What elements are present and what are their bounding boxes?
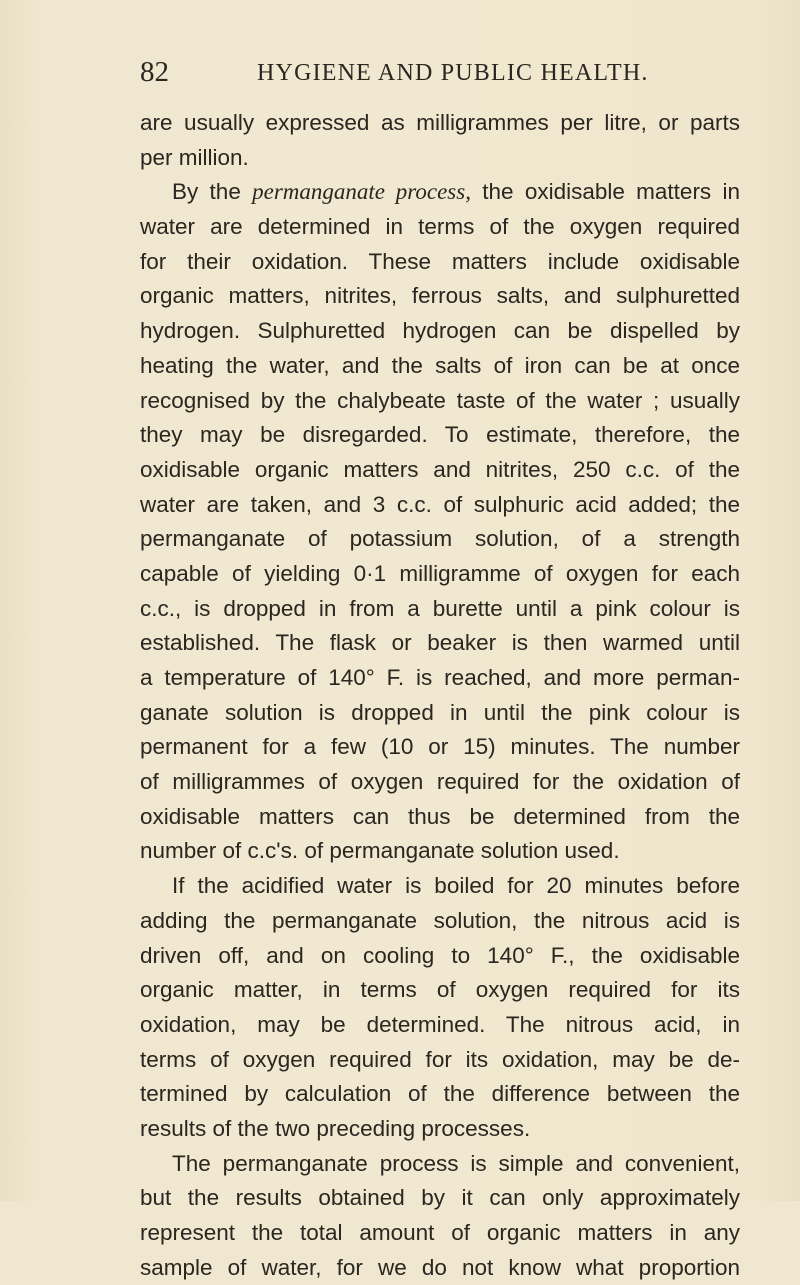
text-line: hydrogen. Sulphuretted hydrogen can be dispelled by — [140, 318, 740, 344]
text-line: results of the two preceding processes. — [140, 1115, 531, 1141]
text-line: oxidisable organic matters and nitrites, 250 c.c. of the — [140, 456, 740, 482]
text-line: established. The flask or beaker is then warmed until — [140, 630, 740, 656]
text-line: per million. — [140, 144, 249, 170]
text-span: the oxidisable matters in — [470, 179, 740, 205]
text-line: they may be disregarded. To estimate, therefore, the — [140, 422, 740, 448]
text-line: adding the permanganate solution, the nitrous acid is — [140, 907, 740, 933]
text-line: c.c., is dropped in from a burette until a pink colour is — [140, 595, 740, 621]
text-line: driven off, and on cooling to 140° F., the oxidisable — [140, 942, 740, 968]
text-line: water are taken, and 3 c.c. of sulphuric acid added; the — [140, 491, 740, 517]
text-line — [140, 175, 740, 210]
text-line: organic matters, nitrites, ferrous salts, and sulphuretted — [140, 283, 740, 309]
text-line: number of c.c's. of permanganate solution used. — [140, 838, 620, 864]
text-line: of milligrammes of oxygen required for the oxidation of — [140, 769, 740, 795]
text-line: a temperature of 140° F. is reached, and more perman- — [140, 665, 740, 690]
running-head — [140, 56, 740, 96]
text-line: oxidisable matters can thus be determined from the — [140, 803, 740, 829]
text-line: heating the water, and the salts of iron can be at once — [140, 352, 740, 378]
text-line: terms of oxygen required for its oxidation, may be de- — [140, 1046, 740, 1072]
text-line: permanent for a few (10 or 15) minutes. The number — [140, 734, 740, 760]
text-line: If the acidified water is boiled for 20 minutes before — [172, 873, 740, 899]
text-span: By the — [172, 179, 253, 205]
italic-term: permanganate process, — [252, 179, 471, 205]
text-line: termined by calculation of the difference between the — [140, 1081, 740, 1107]
text-line: sample of water, for we do not know what proportion — [140, 1254, 740, 1280]
text-line: ganate solution is dropped in until the pink colour is — [140, 699, 740, 725]
body-text — [140, 106, 740, 1285]
page-number: 82 — [140, 56, 169, 88]
text-line: represent the total amount of organic matters in any — [140, 1220, 740, 1245]
text-line: but the results obtained by it can only approximately — [140, 1185, 740, 1211]
text-line: are usually expressed as milligrammes per litre, or parts — [140, 110, 740, 135]
text-line: organic matter, in terms of oxygen required for its — [140, 977, 740, 1003]
text-line: capable of yielding 0·1 milligramme of oxygen for each — [140, 560, 740, 586]
running-title: HYGIENE AND PUBLIC HEALTH. — [257, 60, 649, 86]
text-line: The permanganate process is simple and convenient, — [172, 1150, 740, 1176]
text-line: oxidation, may be determined. The nitrous acid, in — [140, 1011, 740, 1037]
text-line: permanganate of potassium solution, of a strength — [140, 526, 740, 552]
text-line: for their oxidation. These matters include oxidisable — [140, 248, 740, 274]
text-line: water are determined in terms of the oxygen required — [140, 214, 740, 240]
text-line: recognised by the chalybeate taste of the water ; usually — [140, 387, 740, 413]
